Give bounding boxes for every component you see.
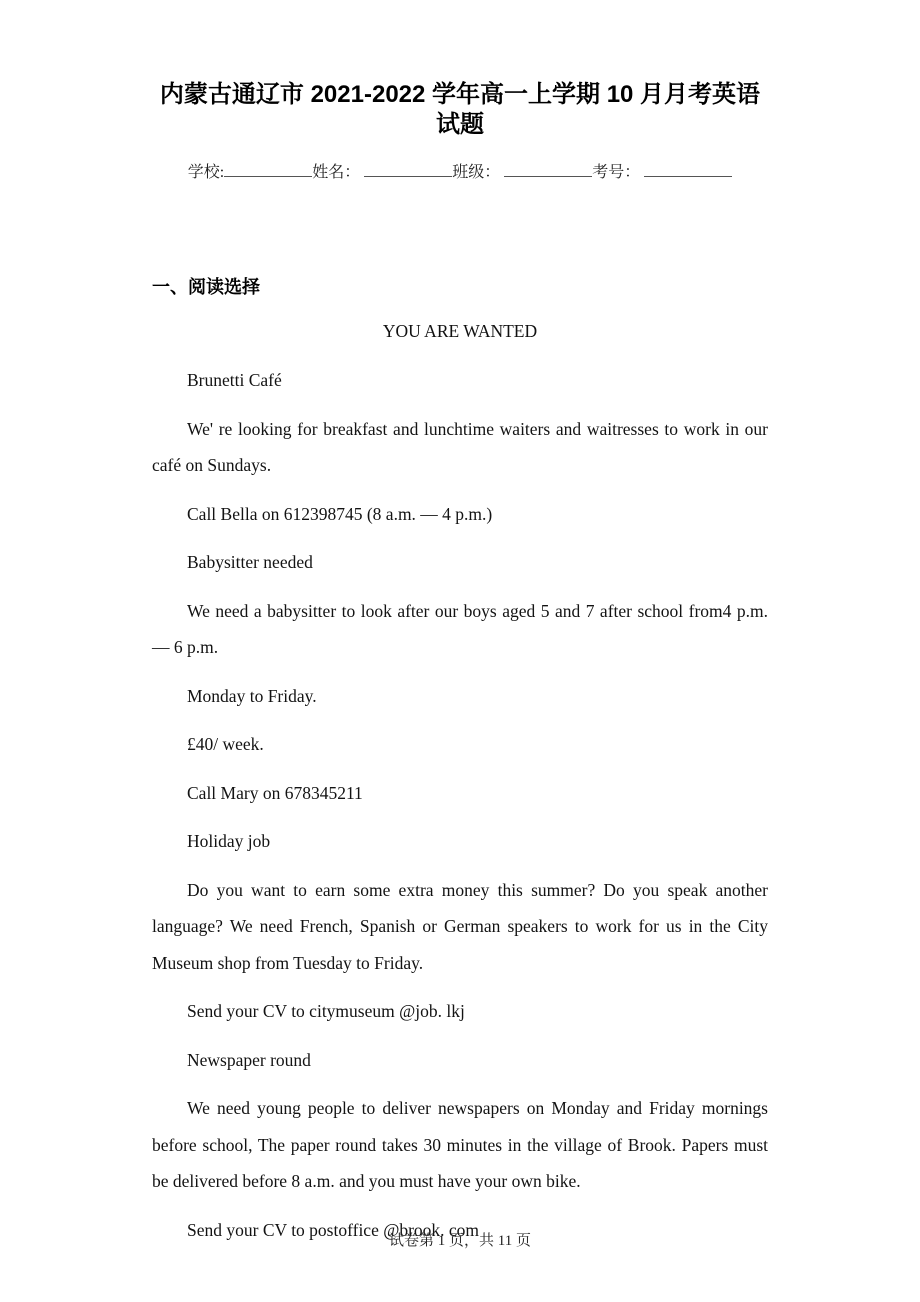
class-field-blank	[504, 162, 592, 177]
exam-no-field-label: 考号：	[592, 164, 641, 181]
class-field	[452, 158, 592, 188]
passage-paragraph: Call Mary on 678345211	[187, 782, 363, 803]
school-field	[188, 158, 312, 188]
passage-paragraph: Brunetti Café	[187, 370, 282, 390]
passage-paragraph: We' re looking for breakfast and lunchtime waiters and waitresses to work in our café on Sundays.	[152, 418, 768, 475]
school-field-label: 学校:	[187, 164, 225, 181]
exam-no-field-blank	[644, 162, 732, 177]
name-field-blank	[364, 162, 452, 177]
passage-paragraph: Send your CV to citymuseum @job. lkj	[187, 1001, 465, 1021]
reading-passage	[152, 316, 768, 1248]
passage-paragraph: We need young people to deliver newspapers on Monday and Friday mornings before school, The paper round takes 30 minutes in the village of Brook. Papers must be delivered before 8 a.m. and you must have your own bike.	[152, 1098, 768, 1191]
student-info-line	[152, 158, 768, 188]
passage-paragraph: Call Bella on 612398745 (8 a.m. — 4 p.m.)	[187, 503, 493, 524]
passage-paragraph: Newspaper round	[187, 1049, 311, 1070]
passage-paragraph: Babysitter needed	[187, 552, 313, 572]
name-field-label: 姓名：	[312, 164, 361, 181]
passage-paragraph: Send your CV to postoffice @brook. com	[187, 1219, 480, 1240]
passage-paragraph: Do you want to earn some extra money this summer? Do you speak another language? We need French, Spanish or German speakers to work for us in the City Museum shop from Tuesday to Friday.	[152, 879, 768, 973]
page-title: 内蒙古通辽市 2021-2022 学年高一上学期 10 月月考英语试题	[159, 81, 761, 138]
page-footer: 试卷第 1 页，共 11 页	[389, 1233, 531, 1249]
passage-title: YOU ARE WANTED	[382, 321, 538, 341]
passage-paragraph: Monday to Friday.	[187, 685, 317, 706]
name-field	[312, 158, 452, 188]
passage-paragraph: £40/ week.	[187, 734, 264, 754]
passage-paragraph: Holiday job	[187, 831, 271, 851]
class-field-label: 班级：	[452, 164, 501, 181]
school-field-blank	[224, 162, 312, 177]
exam-no-field	[592, 158, 732, 188]
section-heading: 一、阅读选择	[152, 277, 260, 297]
passage-paragraph: We need a babysitter to look after our boys aged 5 and 7 after school from4 p.m. — 6 p.m.	[152, 600, 768, 657]
